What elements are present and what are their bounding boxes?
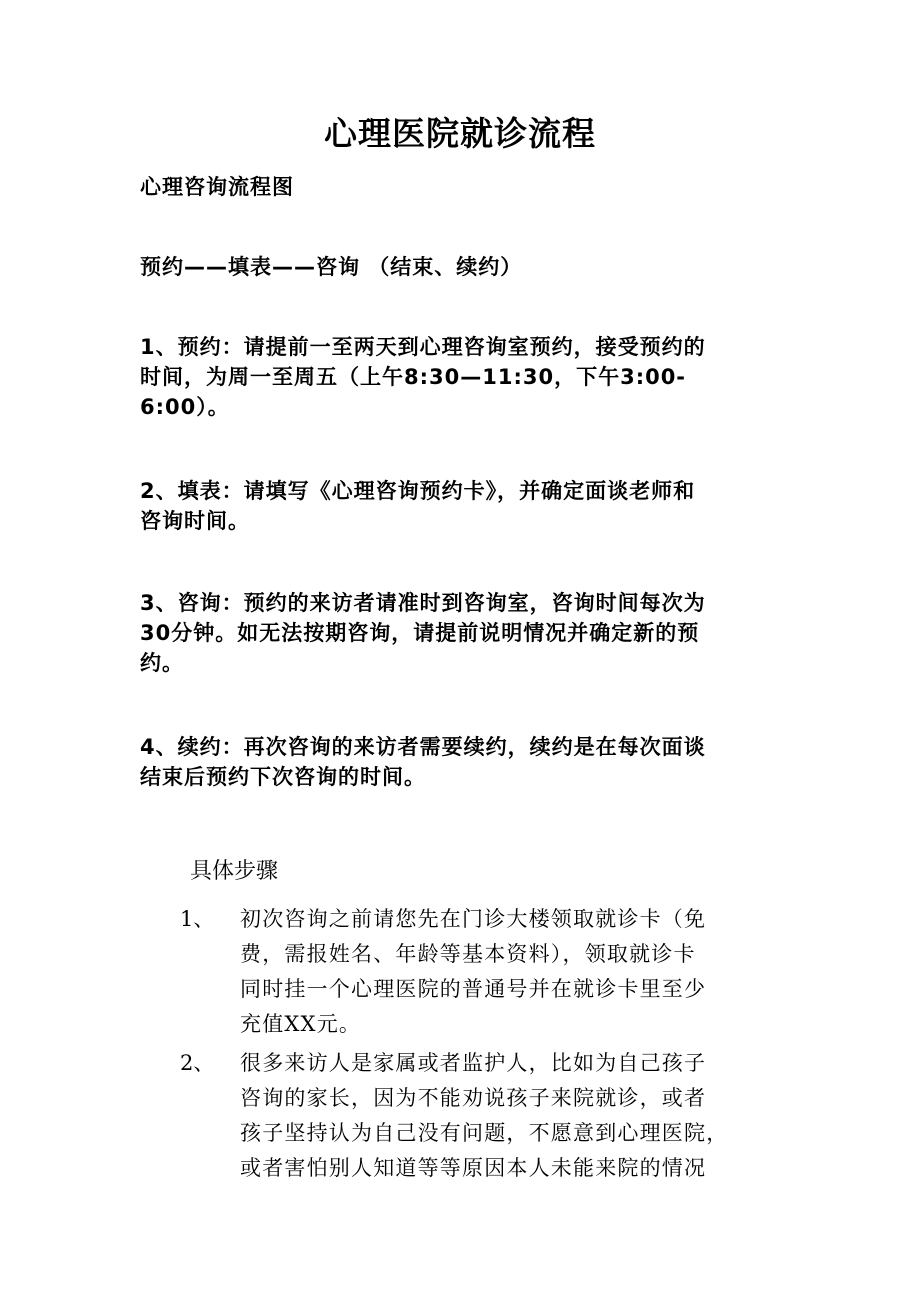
- document-title: 心理医院就诊流程: [324, 114, 596, 153]
- step-number: 1、: [180, 907, 215, 931]
- step-text: 很多来访人是家属或者监护人，比如为自己孩子 咨询的家长，因为不能劝说孩子来院就诊，或者 孩子坚持认为自己没有问题，不愿意到心理医院， 或者害怕别人知道等等原因本人未能来院的情况: [240, 1051, 729, 1180]
- section-renewal: 4、续约：再次咨询的来访者需要续约，续约是在每次面谈 结束后预约下次咨询的时间。: [140, 735, 706, 789]
- section-consultation: 3、咨询：预约的来访者请准时到咨询室，咨询时间每次为 30分钟。如无法按期咨询，请提前说明情况并确定新的预 约。: [140, 591, 706, 675]
- flow-summary: 预约——填表——咨询 （结束、续约）: [140, 255, 523, 279]
- step-text: 初次咨询之前请您先在门诊大楼领取就诊卡（免 费，需报姓名、年龄等基本资料），领取就诊卡 同时挂一个心理医院的普通号并在就诊卡里至少 充值XX元。: [240, 907, 707, 1036]
- step-number: 2、: [180, 1051, 215, 1075]
- steps-heading: 具体步骤: [190, 859, 279, 884]
- section-appointment: 1、预约：请提前一至两天到心理咨询室预约，接受预约的 时间，为周一至周五（上午8:30—11:30，下午3:00- 6:00）。: [140, 335, 706, 419]
- section-form: 2、填表：请填写《心理咨询预约卡》，并确定面谈老师和 咨询时间。: [140, 479, 696, 533]
- flowchart-heading: 心理咨询流程图: [140, 175, 294, 199]
